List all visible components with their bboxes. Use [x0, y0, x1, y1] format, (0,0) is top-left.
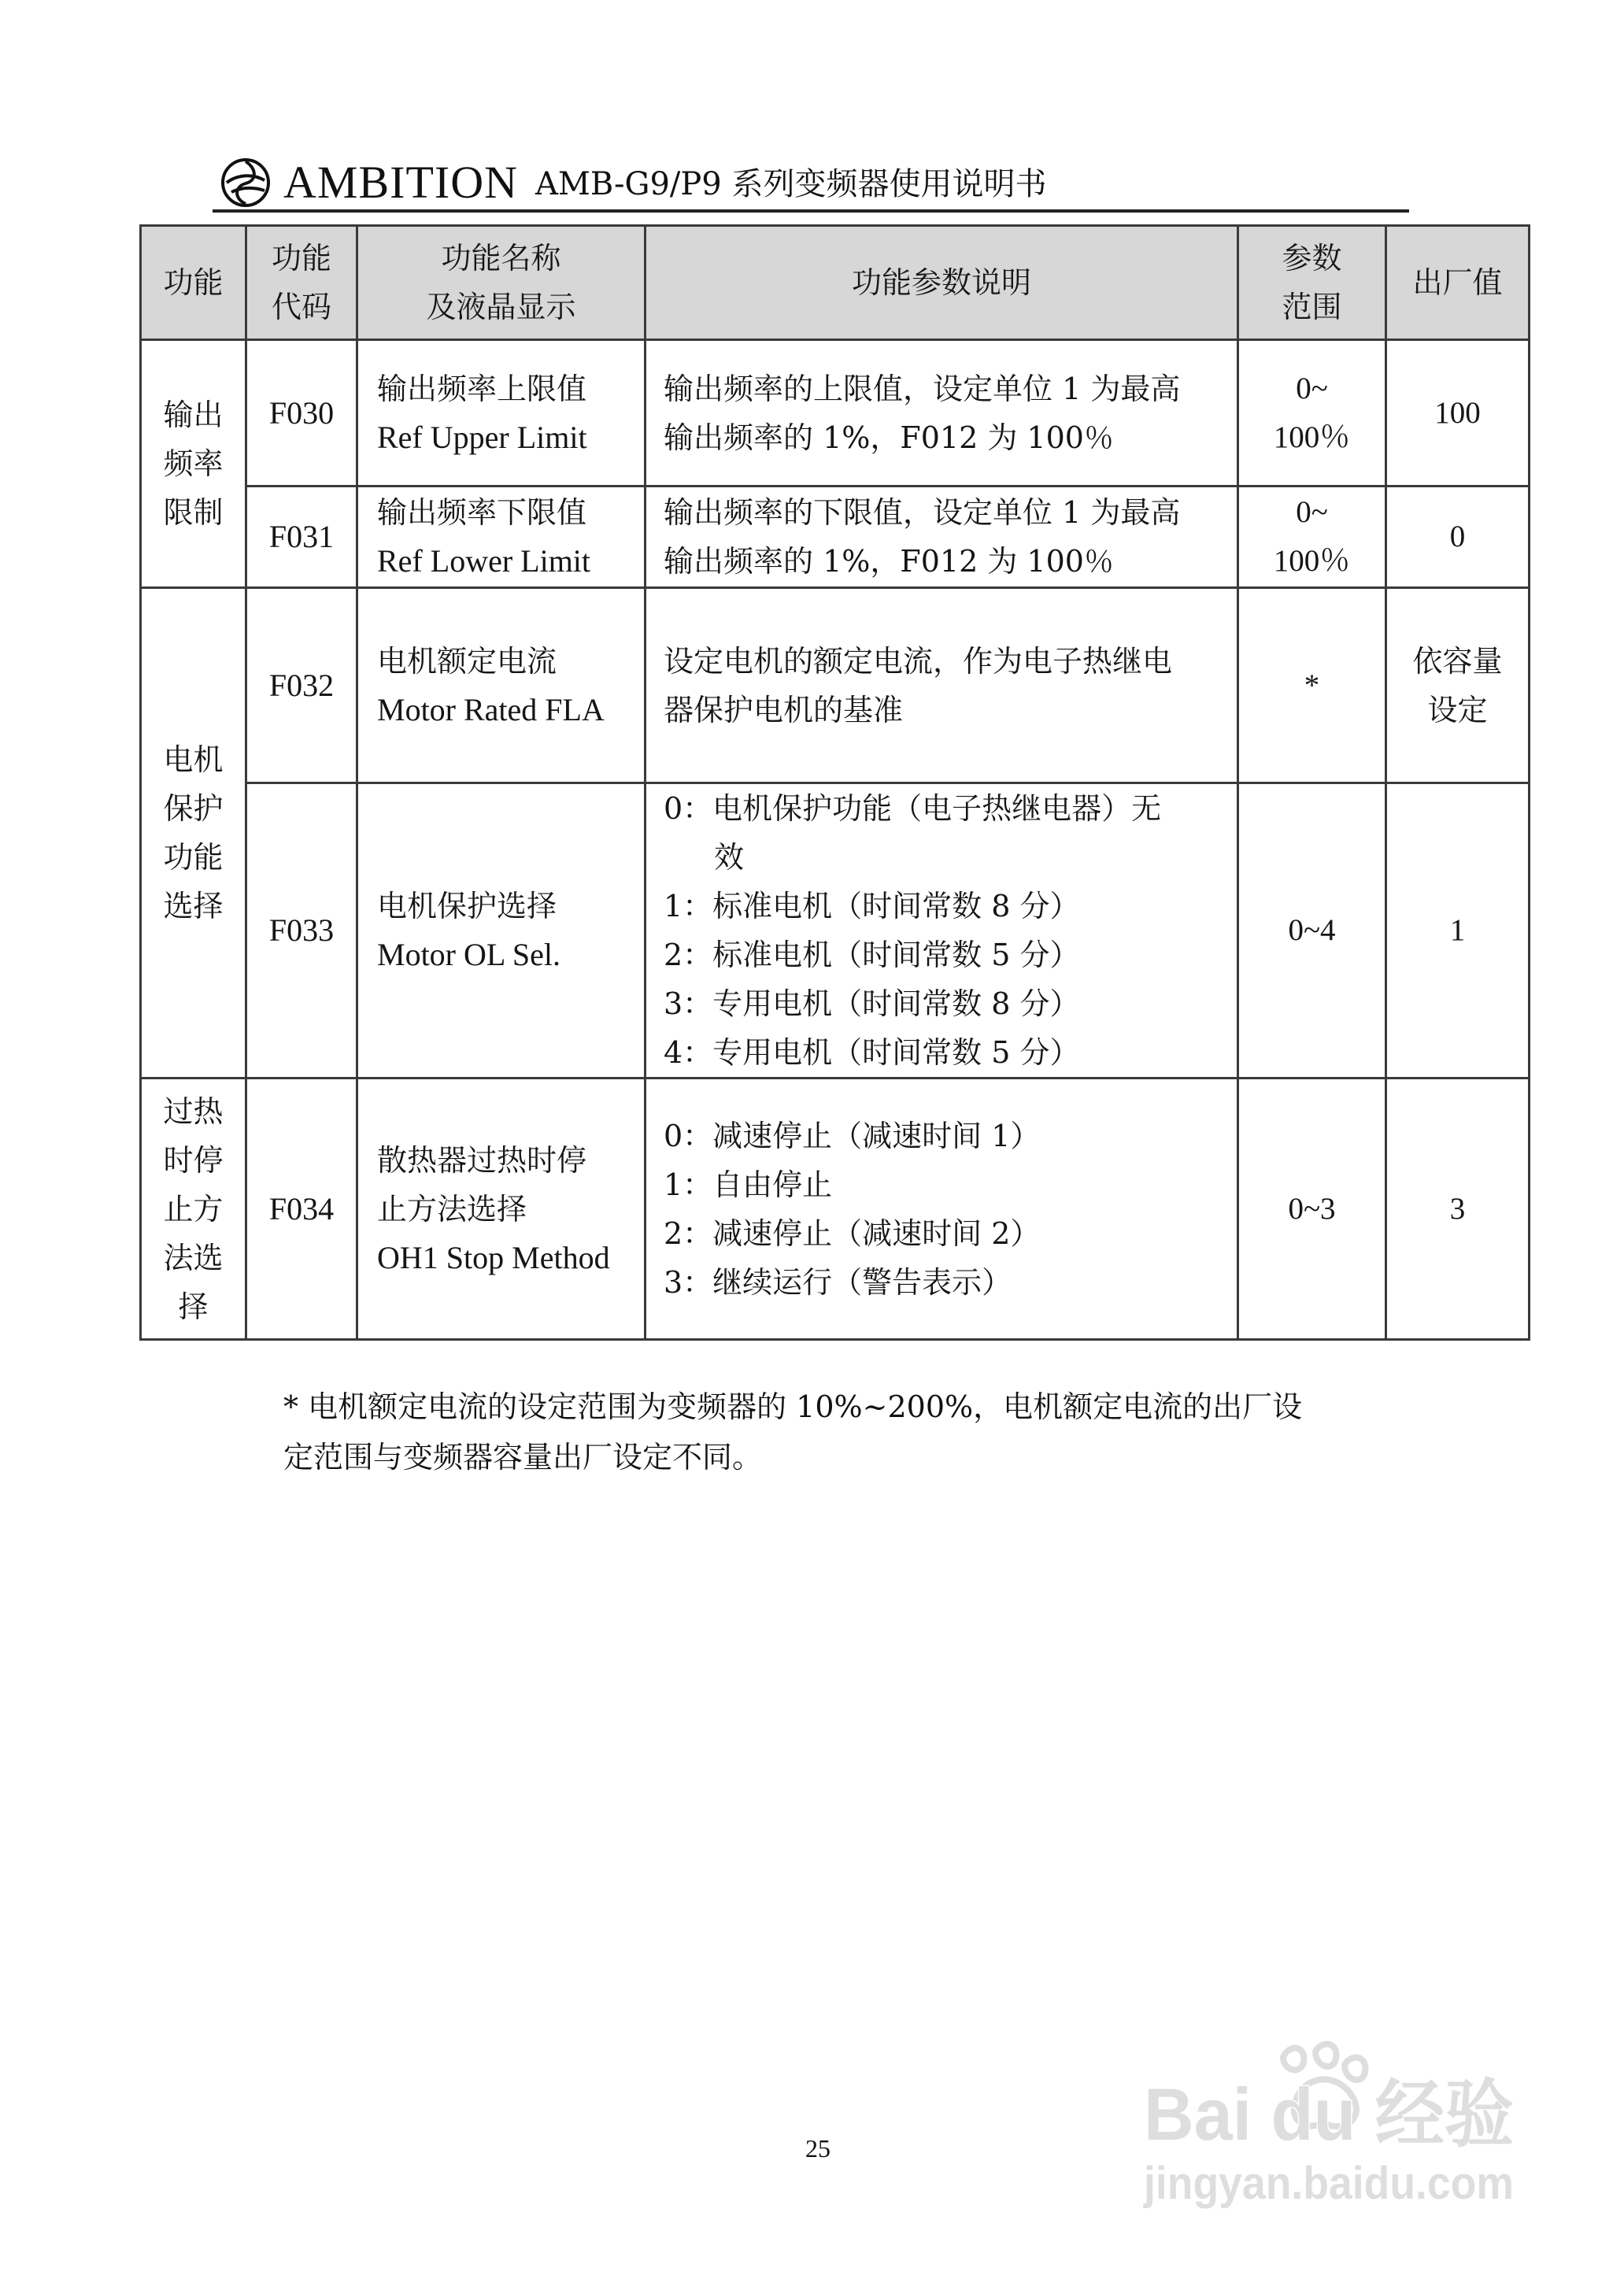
range-header-line-2: 范围 [1282, 290, 1342, 324]
f033-display-name: Motor OL Sel. [377, 937, 560, 972]
range-header-line-1: 参数 [1282, 241, 1342, 276]
group-label-line: 频率 [163, 446, 224, 481]
range-header [1238, 226, 1386, 340]
factory-header [1386, 226, 1530, 340]
f031-range-line: 0~ [1296, 495, 1328, 529]
f031-factory-value: 0 [1386, 487, 1530, 588]
f032-factory-line: 设定 [1427, 692, 1488, 727]
option-item: 2：减速停止（减速时间 2） [664, 1215, 1041, 1251]
code-header [246, 226, 357, 340]
f030-code: F030 [246, 340, 357, 487]
factory-header-label: 出厂值 [1412, 265, 1503, 300]
f034-display-name: OH1 Stop Method [377, 1239, 610, 1275]
watermark-brand: Bai du 经验 [1144, 2073, 1514, 2155]
group-label-line: 法选 [163, 1240, 224, 1275]
page-number: 25 [805, 2134, 830, 2163]
footnote-line: 定范围与变频器容量出厂设定不同。 [283, 1440, 763, 1474]
f030-range-line: 100％ [1273, 420, 1351, 454]
group-label-line: 限制 [163, 495, 224, 530]
f033-code: F033 [246, 783, 357, 1079]
name-header-line-2: 及液晶显示 [426, 290, 576, 324]
option-continuation: 效 [714, 840, 745, 875]
option-item: 4：专用电机（时间常数 5 分） [664, 1035, 1080, 1070]
footnote [283, 1382, 1385, 1482]
option-item: 2：标准电机（时间常数 5 分） [664, 938, 1080, 972]
option-item: 3：继续运行（警告表示） [664, 1264, 1012, 1300]
f034-code: F034 [246, 1079, 357, 1340]
footnote-line: * 电机额定电流的设定范围为变频器的 10%~200%，电机额定电流的出厂设 [283, 1389, 1303, 1424]
group-label-line: 择 [178, 1289, 209, 1324]
f030-name-cell [357, 340, 646, 487]
f031-chinese-name: 输出频率下限值 [377, 495, 587, 530]
f034-factory-value: 3 [1386, 1079, 1530, 1340]
code-header-line-1: 功能 [271, 241, 331, 276]
header-divider [213, 209, 1409, 213]
f033-chinese-name: 电机保护选择 [377, 889, 557, 923]
description-header [646, 226, 1238, 340]
f032-description-cell [646, 588, 1238, 783]
group-label-line: 电机 [163, 742, 224, 777]
option-item: 0：电机保护功能（电子热继电器）无 [664, 791, 1162, 826]
watermark-site: jingyan.baidu.com [1143, 2158, 1514, 2209]
option-item: 3：专用电机（时间常数 8 分） [664, 986, 1080, 1021]
f033-factory-value: 1 [1386, 783, 1530, 1079]
f033-options-cell [646, 783, 1238, 1079]
f032-description-line: 设定电机的额定电流，作为电子热继电 [664, 643, 1173, 679]
f032-range: * [1238, 588, 1386, 783]
option-item: 0：减速停止（减速时间 1） [664, 1118, 1041, 1153]
f030-chinese-name: 输出频率上限值 [377, 371, 587, 406]
group-label-line: 止方 [163, 1191, 224, 1227]
parameter-table [139, 224, 1530, 1341]
f031-description-cell [646, 487, 1238, 588]
f034-chinese-name-line: 散热器过热时停 [377, 1142, 587, 1178]
group-label-line: 功能 [163, 840, 224, 875]
output-frequency-limit-group [141, 340, 246, 588]
table-row [141, 588, 1530, 783]
manual-header [219, 156, 1409, 209]
f033-name-cell [357, 783, 646, 1079]
group-label-line: 时停 [163, 1142, 224, 1178]
f031-code: F031 [246, 487, 357, 588]
table-row [141, 340, 1530, 487]
brand-name: AMBITION [283, 157, 518, 208]
f030-factory-value: 100 [1386, 340, 1530, 487]
f031-range-cell [1238, 487, 1386, 588]
name-header-line-1: 功能名称 [441, 241, 561, 276]
table-row [141, 1079, 1530, 1340]
motor-protection-group [141, 588, 246, 1079]
table-header-row [141, 226, 1530, 340]
f032-chinese-name: 电机额定电流 [377, 643, 557, 679]
f031-name-cell [357, 487, 646, 588]
group-label-line: 过热 [163, 1093, 224, 1129]
f030-description-line: 输出频率的 1%，F012 为 100％ [664, 420, 1114, 455]
f032-factory-cell [1386, 588, 1530, 783]
group-label-line: 输出 [163, 398, 224, 432]
function-header [141, 226, 246, 340]
f030-description-cell [646, 340, 1238, 487]
f034-range: 0~3 [1238, 1079, 1386, 1340]
overheat-stop-group [141, 1079, 246, 1340]
f034-chinese-name-line: 止方法选择 [377, 1191, 527, 1227]
f031-description-line: 输出频率的下限值，设定单位 1 为最高 [664, 495, 1181, 530]
f030-display-name: Ref Upper Limit [377, 419, 587, 455]
f032-factory-line: 依容量 [1412, 643, 1503, 679]
f032-name-cell [357, 588, 646, 783]
name-header [357, 226, 646, 340]
baidu-watermark [1122, 2037, 1531, 2218]
ambition-logo-icon [219, 156, 272, 209]
function-header-label: 功能 [163, 265, 224, 300]
f031-display-name: Ref Lower Limit [377, 543, 591, 579]
f030-description-line: 输出频率的上限值，设定单位 1 为最高 [664, 371, 1181, 406]
f031-description-line: 输出频率的 1%，F012 为 100％ [664, 544, 1114, 579]
f031-range-line: 100％ [1273, 544, 1351, 578]
f030-range-line: 0~ [1296, 371, 1328, 405]
option-item: 1：标准电机（时间常数 8 分） [664, 889, 1080, 923]
group-label-line: 选择 [163, 889, 224, 923]
f032-description-line: 器保护电机的基准 [664, 692, 904, 727]
manual-title: AMB-G9/P9 系列变频器使用说明书 [535, 166, 1047, 202]
f032-code: F032 [246, 588, 357, 783]
code-header-line-2: 代码 [271, 290, 331, 324]
option-item: 1：自由停止 [664, 1167, 833, 1202]
group-label-line: 保护 [163, 791, 224, 826]
f034-name-cell [357, 1079, 646, 1340]
f034-options-cell [646, 1079, 1238, 1340]
f033-range: 0~4 [1238, 783, 1386, 1079]
description-header-label: 功能参数说明 [851, 265, 1031, 300]
f030-range-cell [1238, 340, 1386, 487]
f032-display-name: Motor Rated FLA [377, 691, 605, 727]
table-row [141, 783, 1530, 1079]
table-row [141, 487, 1530, 588]
